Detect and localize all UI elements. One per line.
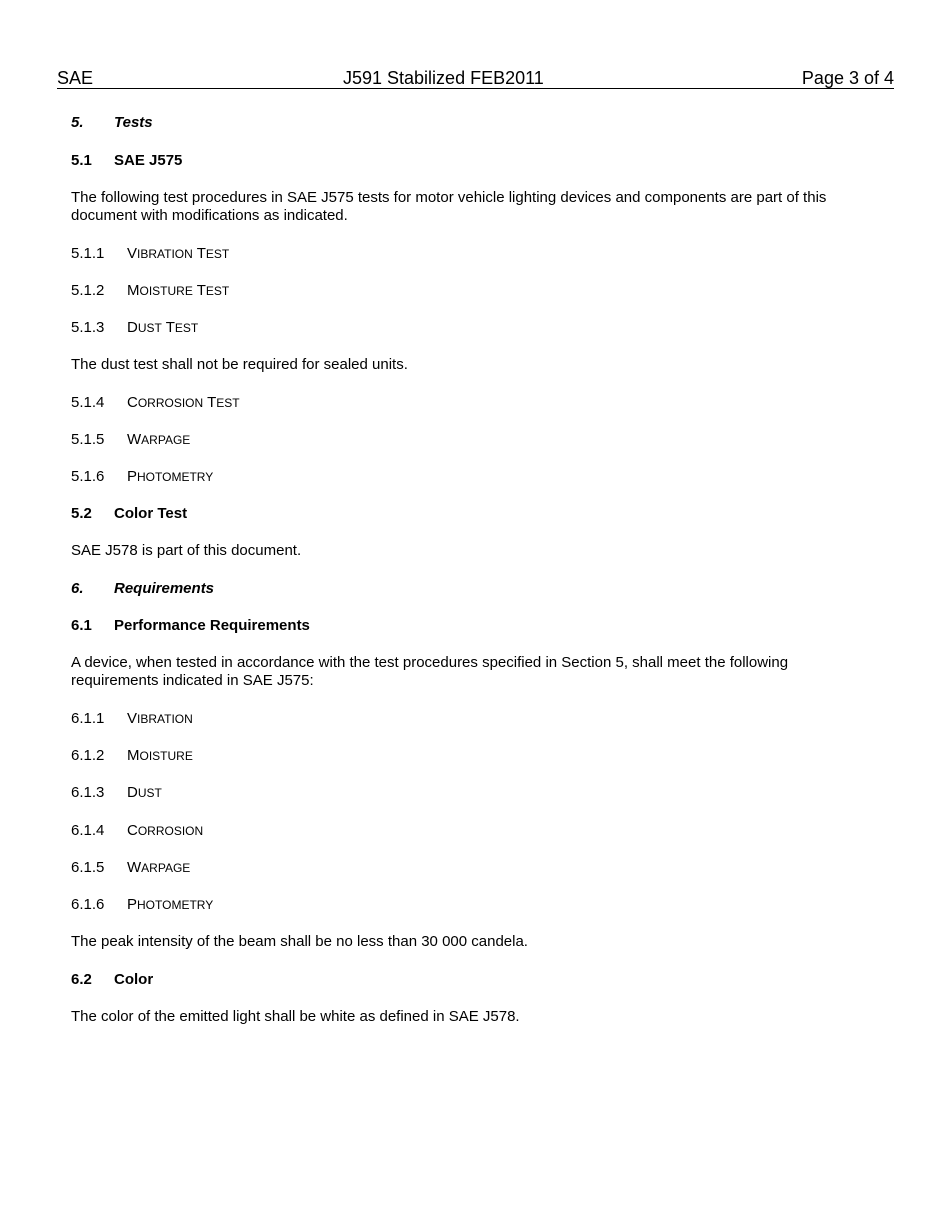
section-number: 5.1.4	[71, 394, 105, 411]
section-title: MOISTURE	[127, 747, 193, 764]
section-number: 5.	[71, 114, 84, 131]
section-number: 6.1.4	[71, 822, 105, 839]
section-6-1-2-heading	[71, 747, 193, 765]
section-5-1-2-heading	[71, 282, 229, 300]
section-number: 6.2	[71, 971, 92, 988]
section-title: Performance Requirements	[114, 617, 310, 634]
section-5-2-heading	[71, 505, 187, 523]
section-6-1-heading	[71, 617, 310, 635]
section-title: PHOTOMETRY	[127, 468, 214, 485]
section-title: WARPAGE	[127, 859, 191, 876]
section-5-1-heading	[71, 152, 182, 170]
section-number: 6.	[71, 580, 84, 597]
section-number: 6.1.1	[71, 710, 105, 727]
page-header	[57, 68, 894, 89]
section-title: MOISTURE TEST	[127, 282, 230, 299]
section-number: 6.1.3	[71, 784, 105, 801]
section-number: 6.1.2	[71, 747, 105, 764]
section-5-1-paragraph: The following test procedures in SAE J575 tests for motor vehicle lighting devices and components are part of this document with modifications as indicated.	[71, 189, 827, 224]
section-title: Requirements	[114, 580, 215, 597]
header-doc-id: J591 Stabilized FEB2011	[343, 68, 544, 88]
section-6-1-paragraph: A device, when tested in accordance with the test procedures specified in Section 5, shall meet the following requirements indicated in SAE J575:	[71, 654, 789, 689]
section-6-1-1-heading	[71, 710, 193, 728]
section-5-1-3-paragraph: The dust test shall not be required for sealed units.	[71, 356, 408, 373]
section-number: 5.1	[71, 152, 92, 169]
section-title: SAE J575	[114, 152, 183, 169]
section-title: Tests	[114, 114, 153, 131]
section-title: WARPAGE	[127, 431, 191, 448]
section-6-1-3-heading	[71, 784, 162, 802]
section-title: VIBRATION	[127, 710, 193, 727]
section-number: 6.1.5	[71, 859, 105, 876]
section-5-1-3-heading	[71, 319, 198, 337]
section-title: Color	[114, 971, 154, 988]
section-title: DUST	[127, 784, 162, 801]
section-number: 5.1.2	[71, 282, 105, 299]
section-title: CORROSION TEST	[127, 394, 240, 411]
header-org: SAE	[57, 68, 94, 88]
section-6-2-paragraph: The color of the emitted light shall be white as defined in SAE J578.	[71, 1008, 520, 1025]
section-6-heading	[71, 580, 214, 598]
section-title: CORROSION	[127, 822, 204, 839]
section-number: 6.1	[71, 617, 92, 634]
section-number: 5.1.3	[71, 319, 105, 336]
section-number: 5.1.6	[71, 468, 105, 485]
section-title: PHOTOMETRY	[127, 896, 214, 913]
section-5-1-6-heading	[71, 468, 213, 486]
section-6-2-heading	[71, 971, 153, 989]
section-5-1-4-heading	[71, 394, 240, 412]
section-6-1-6-heading	[71, 896, 213, 914]
section-6-1-6-paragraph: The peak intensity of the beam shall be no less than 30 000 candela.	[71, 933, 528, 950]
section-5-heading	[71, 114, 153, 132]
section-title: VIBRATION TEST	[127, 245, 230, 262]
section-number: 5.1.1	[71, 245, 105, 262]
section-5-1-1-heading	[71, 245, 229, 263]
section-title: Color Test	[114, 505, 188, 522]
header-page-number: Page 3 of 4	[801, 68, 894, 88]
section-6-1-5-heading	[71, 859, 190, 877]
section-5-1-5-heading	[71, 431, 190, 449]
section-number: 5.2	[71, 505, 92, 522]
section-number: 6.1.6	[71, 896, 105, 913]
section-6-1-4-heading	[71, 822, 203, 840]
section-title: DUST TEST	[127, 319, 199, 336]
section-number: 5.1.5	[71, 431, 105, 448]
section-5-2-paragraph: SAE J578 is part of this document.	[71, 542, 302, 559]
